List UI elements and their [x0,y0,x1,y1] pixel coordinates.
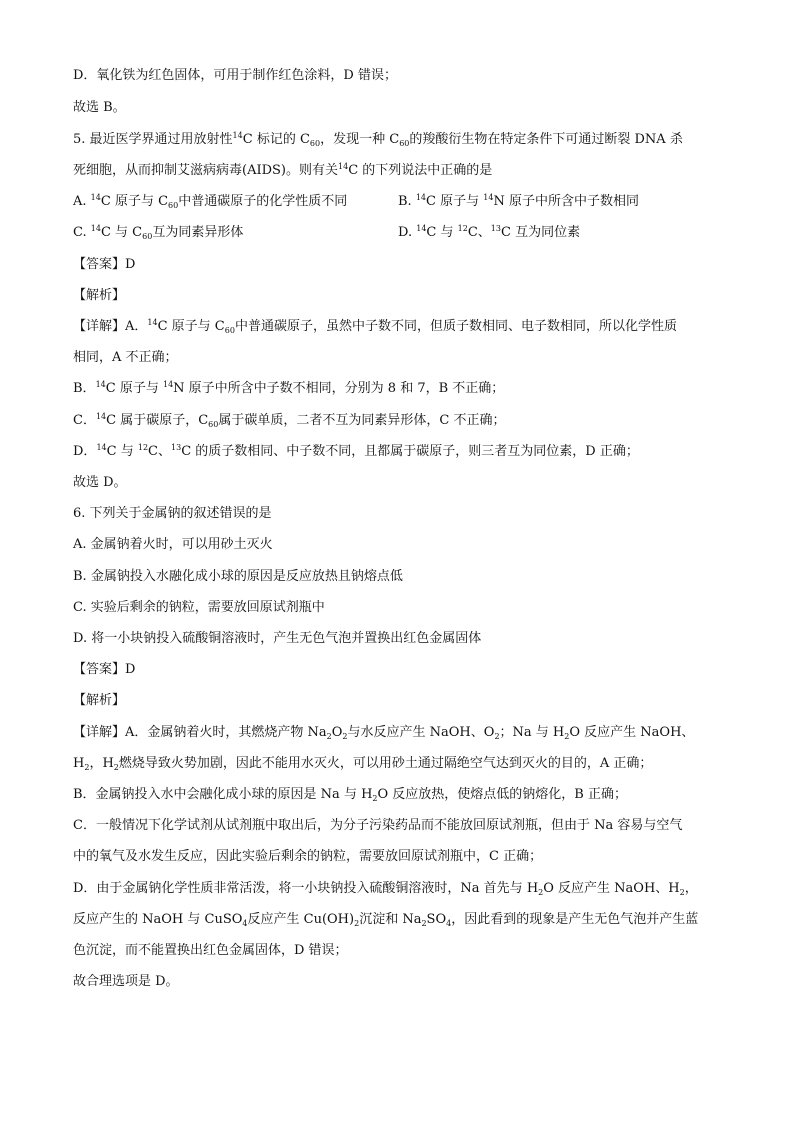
explanation-line: D．$^{14}$C 与 $^{12}$C、$^{13}$C 的质子数相同、中子数不同，且都属于碳原子，则三者互为同位素，D 正确； [73,443,639,459]
explanation-line: 【详解】A．$^{14}$C 原子与 $C_{60}$中普通碳原子，虽然中子数不同，但质子数相同、电子数相同，所以化学性质 [73,318,677,335]
question-6-option-d: D. 将一小块钠投入硫酸铜溶液时，产生无色气泡并置换出红色金属固体 [73,631,482,646]
explanation-line: 故合理选项是 D。 [73,974,179,989]
question-6-option-a: A. 金属钠着火时，可以用砂土灭火 [73,537,273,552]
analysis-label: 【解析】 [73,288,126,303]
explanation-line: 【详解】A．金属钠着火时，其燃烧产物 $Na_2O_2$与水反应产生 NaOH、$O_2$；Na 与 $H_2O$ 反应产生 NaOH、 [73,725,695,741]
question-5-stem: 5. 最近医学界通过用放射性$^{14}$C 标记的 $C_{60}$，发现一种 $C_{60}$的羧酸衍生物在特定条件下可通过断裂 DNA 杀 [73,131,683,148]
text-line: 故选 B。 [73,100,126,115]
question-5-stem: 死细胞，从而抑制艾滋病病毒(AIDS)。则有关$^{14}$C 的下列说法中正确的是 [73,162,493,178]
question-5-option-d: D. $^{14}$C 与 $^{12}$C、$^{13}$C 互为同位素 [398,224,581,240]
answer-label: 【答案】D [73,257,136,272]
explanation-line: 中的氧气及水发生反应，因此实验后剩余的钠粒，需要放回原试剂瓶中，C 正确； [73,849,543,864]
question-6-option-b: B. 金属钠投入水融化成小球的原因是反应放热且钠熔点低 [73,569,403,584]
question-6-option-c: C. 实验后剩余的钠粒，需要放回原试剂瓶中 [73,600,325,615]
question-5-option-a: A. $^{14}$C 原子与 $C_{60}$中普通碳原子的化学性质不同 [73,193,348,210]
explanation-line: C．$^{14}$C 属于碳原子，$C_{60}$属于碳单质，二者不互为同素异形体，C 不正确； [73,412,506,429]
question-6-stem: 6. 下列关于金属钠的叙述错误的是 [73,506,272,521]
explanation-line: 故选 D。 [73,475,127,490]
question-5-option-c: C. $^{14}$C 与 $C_{60}$互为同素异形体 [73,224,244,241]
explanation-line: D．由于金属钠化学性质非常活泼，将一小块钠投入硫酸铜溶液时，Na 首先与 $H_2O$ 反应产生 NaOH、$H_2$， [73,881,698,897]
explanation-line: B．金属钠投入水中会融化成小球的原因是 Na 与 $H_2O$ 反应放热，使熔点低的钠熔化，B 正确； [73,787,627,803]
text-line: D．氧化铁为红色固体，可用于制作红色涂料，D 错误； [73,68,397,83]
question-5-option-b: B. $^{14}$C 原子与 $^{14}$N 原子中所含中子数相同 [398,193,639,209]
analysis-label: 【解析】 [73,693,126,708]
explanation-line: 色沉淀，而不能置换出红色金属固体，D 错误； [73,943,348,958]
explanation-line: 反应产生的 NaOH 与 CuSO$_4$反应产生 $Cu(OH)_2$沉淀和 $Na_2SO_4$，因此看到的现象是产生无色气泡并产生蓝 [73,912,699,928]
answer-label: 【答案】D [73,662,136,677]
explanation-line: 相同，A 不正确； [73,350,178,365]
explanation-line: B．$^{14}$C 原子与 $^{14}$N 原子中所含中子数不相同，分别为 8 和 7，B 不正确； [73,380,505,396]
explanation-line: $H_2$，$H_2$燃烧导致火势加剧，因此不能用水灭火，可以用砂土通过隔绝空气达到灭火的目的，A 正确； [73,756,653,772]
explanation-line: C．一般情况下化学试剂从试剂瓶中取出后，为分子污染药品而不能放回原试剂瓶，但由于 Na 容易与空气 [73,818,683,833]
